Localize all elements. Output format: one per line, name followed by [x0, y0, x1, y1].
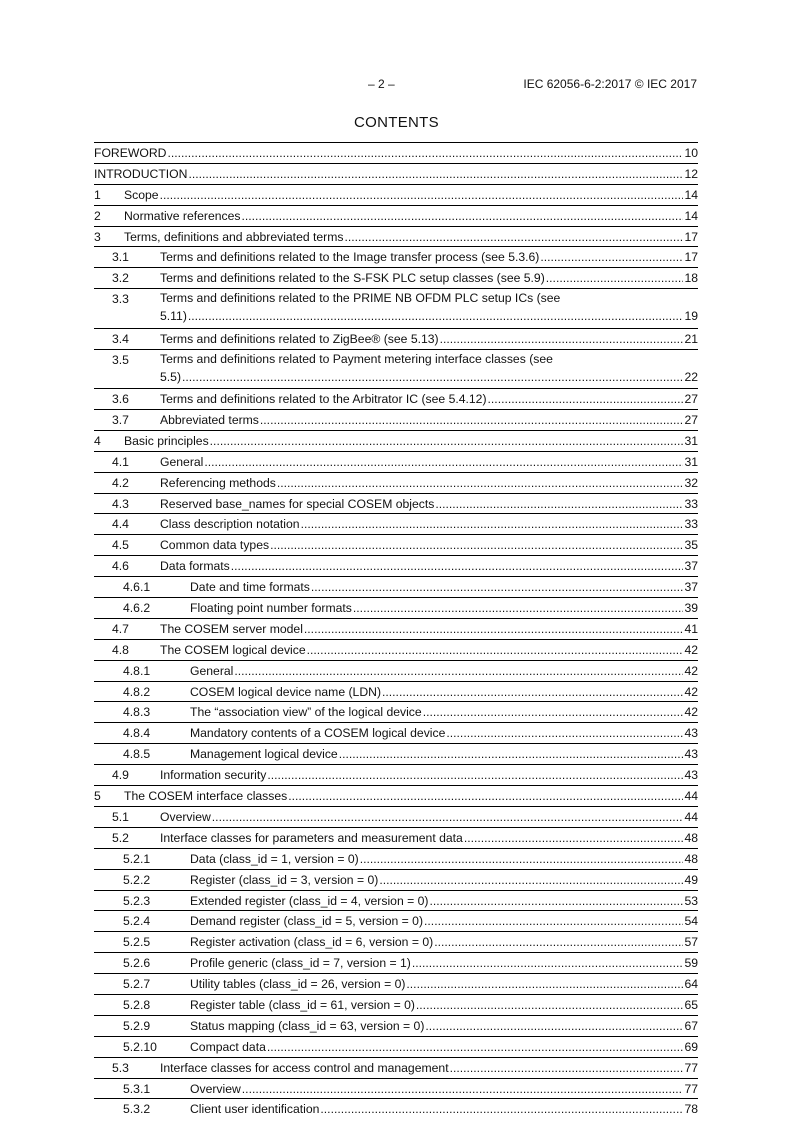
- dot-leader: [267, 765, 683, 785]
- toc-entry-number: 3: [94, 229, 101, 244]
- toc-entry[interactable]: [94, 142, 698, 163]
- toc-entry-page: 67: [684, 1018, 698, 1033]
- toc-entry-title: Extended register (class_id = 4, version = 0): [190, 893, 429, 908]
- toc-entry-page: 42: [684, 684, 698, 699]
- toc-entry-number: 4.6.1: [123, 580, 151, 595]
- dot-leader: [260, 410, 684, 430]
- dot-leader: [242, 1079, 684, 1099]
- toc-entry-title: Information security: [160, 768, 267, 783]
- dot-leader: [304, 619, 684, 639]
- toc-entry[interactable]: [94, 743, 698, 764]
- toc-entry-page: 35: [684, 538, 698, 553]
- toc-entry-page: 27: [684, 413, 698, 428]
- toc-entry-number: 5.2.9: [123, 1018, 151, 1033]
- toc-entry-title: Profile generic (class_id = 7, version = 1): [190, 956, 411, 971]
- dot-leader: [424, 911, 683, 931]
- toc-entry-page: 33: [684, 517, 698, 532]
- toc-entry-title: Register activation (class_id = 6, version = 0): [190, 935, 434, 950]
- toc-entry-title: Basic principles: [124, 433, 209, 448]
- toc-entry-number: 5.2.6: [123, 956, 151, 971]
- dot-leader: [188, 307, 684, 325]
- toc-entry[interactable]: [94, 848, 698, 869]
- toc-entry-page: 22: [684, 369, 698, 384]
- toc-entry-page: 17: [684, 250, 698, 265]
- toc-entry-page: 12: [684, 166, 698, 181]
- toc-entry[interactable]: [94, 328, 698, 349]
- toc-entry[interactable]: [94, 618, 698, 639]
- toc-entry-number: 5: [94, 789, 101, 804]
- toc-entry-number: 4.7: [112, 621, 129, 636]
- toc-entry[interactable]: [94, 576, 698, 597]
- toc-entry[interactable]: [94, 597, 698, 618]
- toc-entry[interactable]: [94, 910, 698, 931]
- toc-entry-title: Register table (class_id = 61, version = 0): [190, 997, 415, 1012]
- toc-entry-page: 69: [684, 1039, 698, 1054]
- toc-entry-title: 5.11): [160, 309, 187, 324]
- toc-entry-page: 57: [684, 935, 698, 950]
- toc-entry-number: 4.4: [112, 517, 129, 532]
- toc-entry[interactable]: [94, 409, 698, 430]
- toc-entry[interactable]: [94, 785, 698, 806]
- toc-entry-number: 5.3: [112, 1060, 129, 1075]
- toc-entry-page: 39: [684, 601, 698, 616]
- toc-entry-number: 4.8.3: [123, 705, 151, 720]
- toc-entry[interactable]: [94, 827, 698, 848]
- toc-entry[interactable]: [94, 534, 698, 555]
- toc-entry[interactable]: [94, 764, 698, 785]
- toc-entry-page: 48: [684, 830, 698, 845]
- toc-entry[interactable]: [94, 931, 698, 952]
- dot-leader: [160, 185, 684, 205]
- toc-entry-title: 5.5): [160, 369, 182, 384]
- toc-entry-page: 17: [684, 229, 698, 244]
- toc-entry-number: 3.4: [112, 331, 129, 346]
- toc-entry-title: Overview: [160, 809, 211, 824]
- toc-entry-title: Utility tables (class_id = 26, version = 0): [190, 977, 406, 992]
- dot-leader: [212, 807, 684, 827]
- toc-entry-page: 77: [684, 1081, 698, 1096]
- dot-leader: [344, 227, 683, 247]
- dot-leader: [379, 870, 683, 890]
- dot-leader: [270, 535, 683, 555]
- toc-entry[interactable]: [94, 1015, 698, 1036]
- toc-entry-page: 42: [684, 663, 698, 678]
- toc-entry-number: 3.2: [112, 271, 129, 286]
- toc-entry-title: The COSEM server model: [160, 621, 303, 636]
- toc-entry-page: 14: [684, 208, 698, 223]
- toc-entry[interactable]: [94, 994, 698, 1015]
- dot-leader: [416, 995, 684, 1015]
- page-title: CONTENTS: [354, 114, 439, 131]
- toc-entry[interactable]: [94, 430, 698, 451]
- dot-leader: [406, 974, 683, 994]
- dot-leader: [382, 682, 683, 702]
- toc-entry-page: 42: [684, 705, 698, 720]
- toc-entry-title: COSEM logical device name (LDN): [190, 684, 382, 699]
- toc-entry-number: 5.2.3: [123, 893, 151, 908]
- toc-entry-title: Floating point number formats: [190, 601, 352, 616]
- toc-entry-number: 5.2.4: [123, 914, 151, 929]
- dot-leader: [234, 661, 683, 681]
- toc-entry-number: 2: [94, 208, 101, 223]
- toc-entry-title: Terms and definitions related to ZigBee® (see 5.13): [160, 331, 439, 346]
- toc-entry-page: 54: [684, 914, 698, 929]
- toc-entry-page: 44: [684, 789, 698, 804]
- dot-leader: [423, 702, 684, 722]
- dot-leader: [242, 206, 684, 226]
- toc-entry-page: 65: [684, 997, 698, 1012]
- toc-entry-number: 4.2: [112, 475, 129, 490]
- toc-entry-title: Terms and definitions related to the S-FSK PLC setup classes (see 5.9): [160, 271, 545, 286]
- toc-entry[interactable]: [94, 513, 698, 534]
- toc-entry-title: Class description notation: [160, 517, 300, 532]
- toc-entry-number: 5.3.1: [123, 1081, 151, 1096]
- toc-entry[interactable]: [94, 639, 698, 660]
- toc-entry-title: Normative references: [124, 208, 241, 223]
- dot-leader: [288, 786, 683, 806]
- dot-leader: [301, 514, 684, 534]
- dot-leader: [188, 164, 683, 184]
- toc-entry[interactable]: [94, 267, 698, 288]
- toc-entry-title: Scope: [124, 187, 159, 202]
- toc-entry-number: 3.1: [112, 250, 129, 265]
- toc-entry-title: INTRODUCTION: [94, 166, 188, 181]
- dot-leader: [464, 828, 684, 848]
- toc-entry-title: Terms and definitions related to Payment metering interface classes (see: [160, 351, 553, 366]
- dot-leader: [182, 368, 683, 386]
- toc-entry-title: Data formats: [160, 559, 230, 574]
- toc-entry-page: 77: [684, 1060, 698, 1075]
- page-header: [0, 77, 793, 93]
- toc-entry-page: 32: [684, 475, 698, 490]
- toc-entry-page: 18: [684, 271, 698, 286]
- toc-entry-title: The “association view” of the logical device: [190, 705, 422, 720]
- toc-entry-title: General: [160, 454, 204, 469]
- dot-leader: [450, 1058, 684, 1078]
- toc-entry-number: 4.9: [112, 768, 129, 783]
- toc-entry-number: 4.8.1: [123, 663, 151, 678]
- dot-leader: [210, 431, 684, 451]
- toc-entry-number: 4.1: [112, 454, 129, 469]
- toc-entry-number: 4.8.4: [123, 726, 151, 741]
- toc-entry-number: 5.2.10: [123, 1039, 157, 1054]
- toc-entry[interactable]: [94, 1057, 698, 1078]
- toc-entry[interactable]: [94, 660, 698, 681]
- dot-leader: [435, 494, 683, 514]
- toc-entry-number: 5.2.5: [123, 935, 151, 950]
- toc-entry[interactable]: [94, 451, 698, 472]
- toc-entry-title: The COSEM logical device: [160, 642, 306, 657]
- dot-leader: [540, 247, 683, 267]
- dot-leader: [440, 329, 684, 349]
- toc-entry-page: 31: [684, 433, 698, 448]
- toc-entry-number: 3.5: [112, 352, 129, 367]
- dot-leader: [311, 577, 684, 597]
- toc-entry-page: 59: [684, 956, 698, 971]
- toc-entry-page: 53: [684, 893, 698, 908]
- toc-entry-page: 21: [684, 331, 698, 346]
- page-number: – 2 –: [368, 77, 395, 91]
- dot-leader: [307, 640, 684, 660]
- toc-entry-page: 10: [684, 146, 698, 160]
- toc-entry[interactable]: [94, 973, 698, 994]
- toc-entry-page: 43: [684, 747, 698, 762]
- dot-leader: [412, 953, 684, 973]
- toc-entry-number: 4.5: [112, 538, 129, 553]
- toc-entry-title: Referencing methods: [160, 475, 276, 490]
- toc-entry-page: 49: [684, 872, 698, 887]
- toc-entry-page: 31: [684, 454, 698, 469]
- toc-entry-number: 4.8: [112, 642, 129, 657]
- dot-leader: [204, 452, 683, 472]
- dot-leader: [546, 268, 684, 288]
- toc-entry-number: 4.6.2: [123, 601, 151, 616]
- toc-entry[interactable]: [94, 226, 698, 247]
- toc-entry-title: Terms and definitions related to the PRIME NB OFDM PLC setup ICs (see: [160, 291, 561, 306]
- toc-entry-page: 43: [684, 768, 698, 783]
- toc-entry-page: 41: [684, 621, 698, 636]
- toc-entry-page: 48: [684, 851, 698, 866]
- toc-entry-title: Abbreviated terms: [160, 413, 259, 428]
- toc-entry-title: Data (class_id = 1, version = 0): [190, 851, 359, 866]
- dot-leader: [353, 598, 684, 618]
- toc-entry-number: 3.3: [112, 292, 129, 307]
- dot-leader: [167, 143, 683, 163]
- toc-entry-page: 43: [684, 726, 698, 741]
- toc-entry-page: 42: [684, 642, 698, 657]
- toc-entry-number: 4.6: [112, 559, 129, 574]
- toc-entry[interactable]: [94, 701, 698, 722]
- toc-entry[interactable]: [94, 952, 698, 973]
- table-of-contents: [94, 142, 698, 1119]
- dot-leader: [320, 1099, 683, 1119]
- toc-entry-page: 33: [684, 496, 698, 511]
- toc-entry[interactable]: [94, 890, 698, 911]
- toc-entry-page: 78: [684, 1102, 698, 1117]
- toc-entry-title: Overview: [190, 1081, 241, 1096]
- toc-entry[interactable]: [94, 869, 698, 890]
- toc-entry[interactable]: [94, 722, 698, 743]
- toc-entry[interactable]: [94, 1036, 698, 1057]
- toc-entry-title: Terms and definitions related to the Image transfer process (see 5.3.6): [160, 250, 540, 265]
- toc-entry-title: Mandatory contents of a COSEM logical device: [190, 726, 446, 741]
- toc-entry-page: 37: [684, 580, 698, 595]
- toc-entry-title: Interface classes for access control and management: [160, 1060, 449, 1075]
- toc-entry-title: Compact data: [190, 1039, 266, 1054]
- dot-leader: [339, 744, 684, 764]
- toc-entry-number: 5.2.7: [123, 977, 151, 992]
- dot-leader: [231, 556, 684, 576]
- toc-entry-number: 1: [94, 187, 101, 202]
- toc-entry-number: 5.3.2: [123, 1102, 151, 1117]
- toc-entry-page: 14: [684, 187, 698, 202]
- toc-entry[interactable]: [94, 493, 698, 514]
- toc-entry-number: 4.8.5: [123, 747, 151, 762]
- toc-entry-title: Demand register (class_id = 5, version = 0): [190, 914, 424, 929]
- toc-entry-number: 5.2.8: [123, 997, 151, 1012]
- toc-entry-title: The COSEM interface classes: [124, 789, 288, 804]
- dot-leader: [267, 1037, 684, 1057]
- toc-entry-number: 4.3: [112, 496, 129, 511]
- toc-entry[interactable]: [94, 163, 698, 184]
- toc-entry-number: 5.2.1: [123, 851, 151, 866]
- toc-entry[interactable]: [94, 1098, 698, 1119]
- toc-entry-title: Terms and definitions related to the Arbitrator IC (see 5.4.12): [160, 392, 487, 407]
- toc-entry[interactable]: [94, 555, 698, 576]
- toc-entry-title: Client user identification: [190, 1102, 320, 1117]
- toc-entry-number: 3.7: [112, 413, 129, 428]
- toc-entry-number: 4: [94, 433, 101, 448]
- dot-leader: [429, 891, 683, 911]
- toc-entry-page: 44: [684, 809, 698, 824]
- toc-entry[interactable]: [94, 246, 698, 267]
- toc-entry[interactable]: [94, 472, 698, 493]
- toc-entry[interactable]: [94, 205, 698, 226]
- toc-entry-title: Common data types: [160, 538, 270, 553]
- toc-entry-title: FOREWORD: [94, 146, 167, 160]
- dot-leader: [434, 932, 683, 952]
- toc-entry[interactable]: [94, 388, 698, 409]
- toc-entry-title: Management logical device: [190, 747, 338, 762]
- toc-entry[interactable]: [94, 349, 698, 389]
- toc-entry-number: 5.1: [112, 809, 129, 824]
- toc-entry-page: 37: [684, 559, 698, 574]
- toc-entry-title: Register (class_id = 3, version = 0): [190, 872, 379, 887]
- toc-entry-number: 3.6: [112, 392, 129, 407]
- toc-entry[interactable]: [94, 288, 698, 328]
- toc-entry-title: Terms, definitions and abbreviated terms: [124, 229, 344, 244]
- toc-entry-title: Interface classes for parameters and measurement data: [160, 830, 463, 845]
- toc-entry-number: 5.2.2: [123, 872, 151, 887]
- toc-entry-title: General: [190, 663, 234, 678]
- dot-leader: [277, 473, 684, 493]
- toc-entry-title: Date and time formats: [190, 580, 310, 595]
- toc-entry-page: 27: [684, 392, 698, 407]
- dot-leader: [446, 723, 683, 743]
- toc-entry[interactable]: [94, 681, 698, 702]
- dot-leader: [360, 849, 684, 869]
- toc-entry-page: 19: [684, 309, 698, 324]
- toc-entry[interactable]: [94, 184, 698, 205]
- dot-leader: [488, 389, 684, 409]
- dot-leader: [425, 1016, 683, 1036]
- toc-entry-title: Status mapping (class_id = 63, version = 0): [190, 1018, 425, 1033]
- toc-entry-number: 4.8.2: [123, 684, 151, 699]
- toc-entry-title: Reserved base_names for special COSEM objects: [160, 496, 435, 511]
- toc-entry-page: 64: [684, 977, 698, 992]
- toc-entry[interactable]: [94, 806, 698, 827]
- toc-entry[interactable]: [94, 1078, 698, 1099]
- toc-entry-number: 5.2: [112, 830, 129, 845]
- standard-reference: IEC 62056-6-2:2017 © IEC 2017: [523, 77, 697, 91]
